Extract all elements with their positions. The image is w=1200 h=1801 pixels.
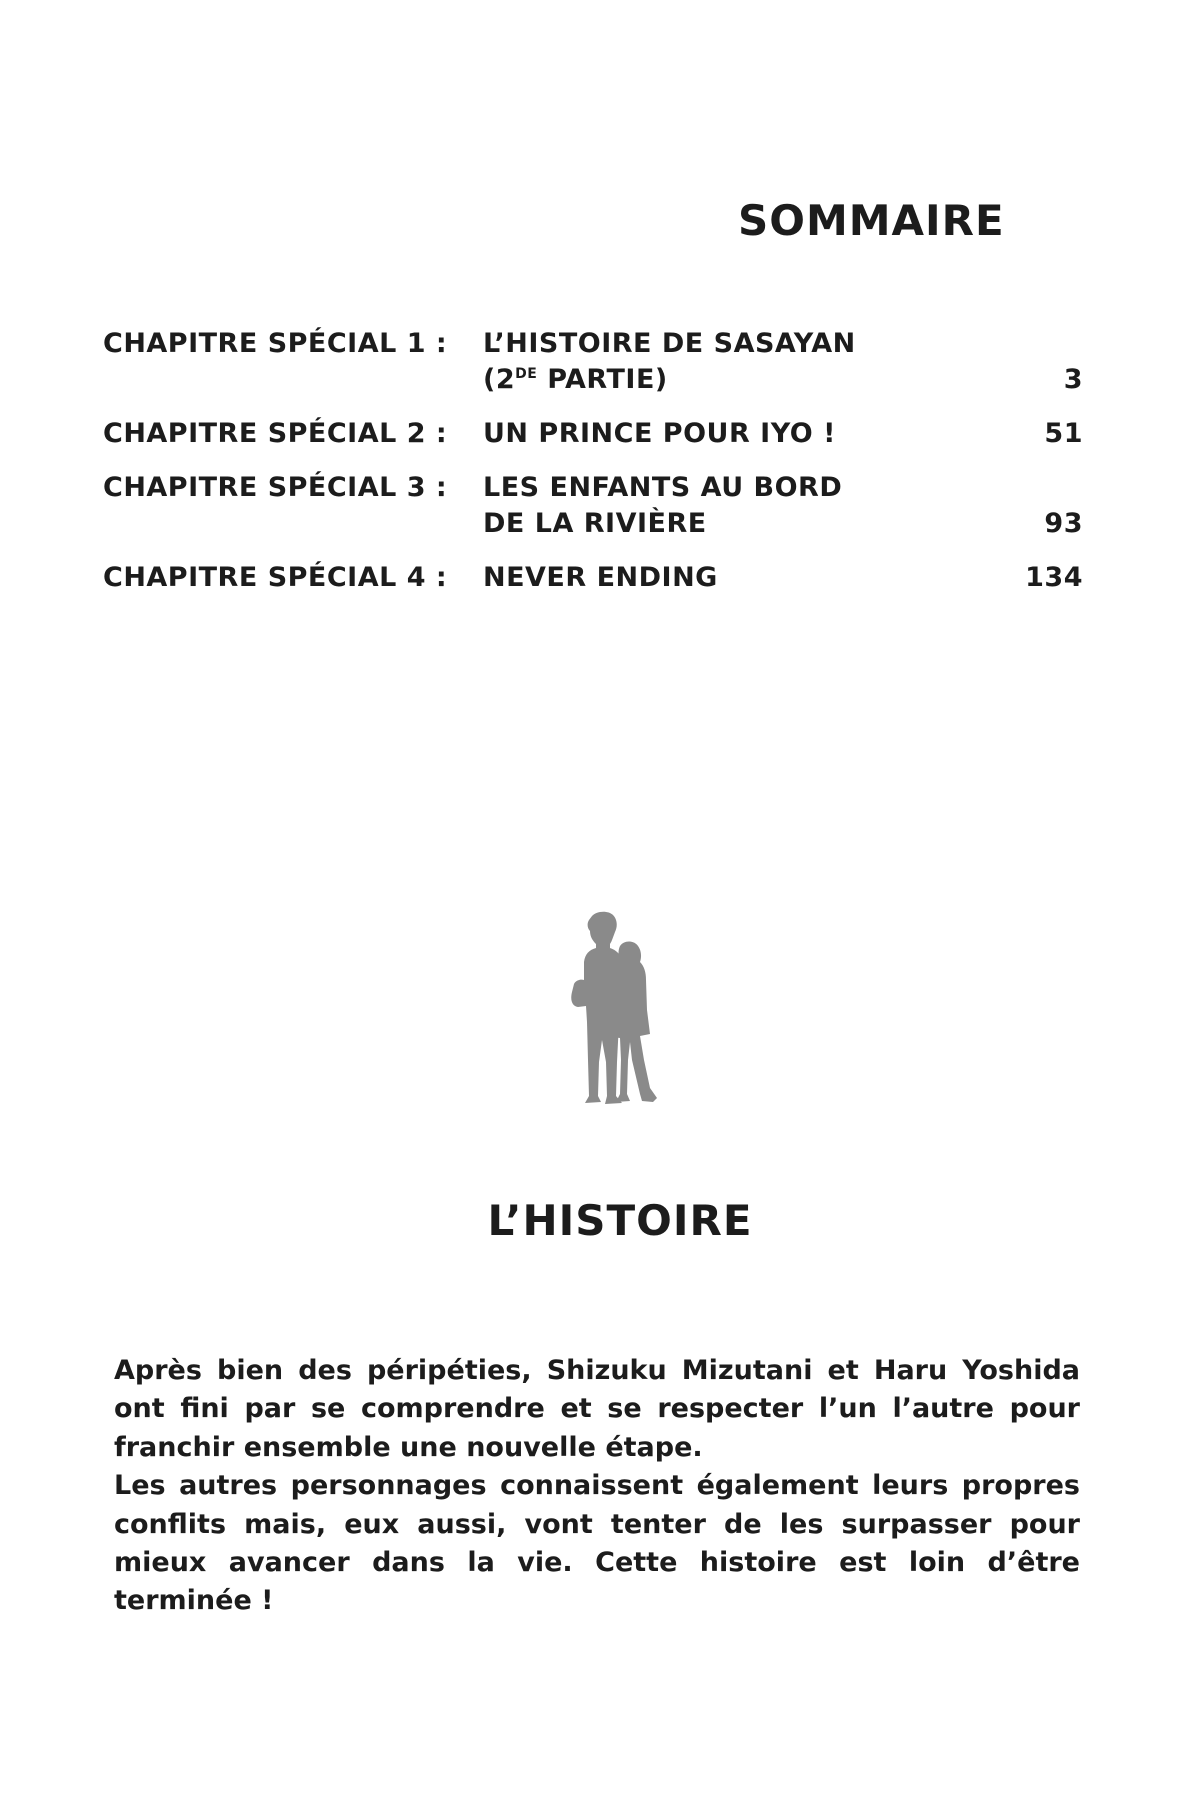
toc-entry-4 <box>103 560 1083 596</box>
toc-entry-3 <box>103 470 1083 542</box>
story-paragraph-2: Les autres personnages connaissent également leurs propres conflits mais, eux aussi, vont tenter de les surpasser pour mieux avancer dans la vie. Cette histoire est loin d’être terminée ! <box>114 1470 1080 1617</box>
toc-entry-title-suffix: PARTIE) <box>537 364 668 395</box>
toc-entry-label: CHAPITRE SPÉCIAL 1 : <box>103 328 448 359</box>
toc-entry-title-superscript: DE <box>515 366 538 382</box>
toc-entry-title-continued <box>483 362 668 398</box>
toc-entry-2 <box>103 416 1083 452</box>
toc-entry-title: UN PRINCE POUR IYO ! <box>483 418 836 449</box>
couple-silhouette-icon <box>566 910 676 1108</box>
toc-entry-title-continued: DE LA RIVIÈRE <box>483 508 707 539</box>
toc-entry-title-prefix: (2 <box>483 364 516 395</box>
toc-entry-page-number: 3 <box>1063 364 1083 395</box>
summary-title: SOMMAIRE <box>738 196 1005 245</box>
toc-entry-page-number: 134 <box>1025 562 1083 593</box>
table-of-contents <box>103 326 1083 614</box>
story-title: L’HISTOIRE <box>487 1196 753 1245</box>
toc-entry-label: CHAPITRE SPÉCIAL 4 : <box>103 562 448 593</box>
toc-entry-title: L’HISTOIRE DE SASAYAN <box>483 328 856 359</box>
story-paragraph-1: Après bien des péripéties, Shizuku Mizutani et Haru Yoshida ont fini par se comprendre et se respecter l’un l’autre pour franchir ensemble une nouvelle étape. <box>114 1355 1080 1463</box>
toc-entry-page-number: 51 <box>1044 418 1083 449</box>
toc-entry-title: LES ENFANTS AU BORD <box>483 472 843 503</box>
toc-entry-label: CHAPITRE SPÉCIAL 2 : <box>103 418 448 449</box>
toc-entry-label: CHAPITRE SPÉCIAL 3 : <box>103 472 448 503</box>
toc-entry-page-number: 93 <box>1044 508 1083 539</box>
toc-entry-1 <box>103 326 1083 398</box>
toc-entry-title: NEVER ENDING <box>483 562 718 593</box>
story-summary <box>114 1352 1080 1621</box>
